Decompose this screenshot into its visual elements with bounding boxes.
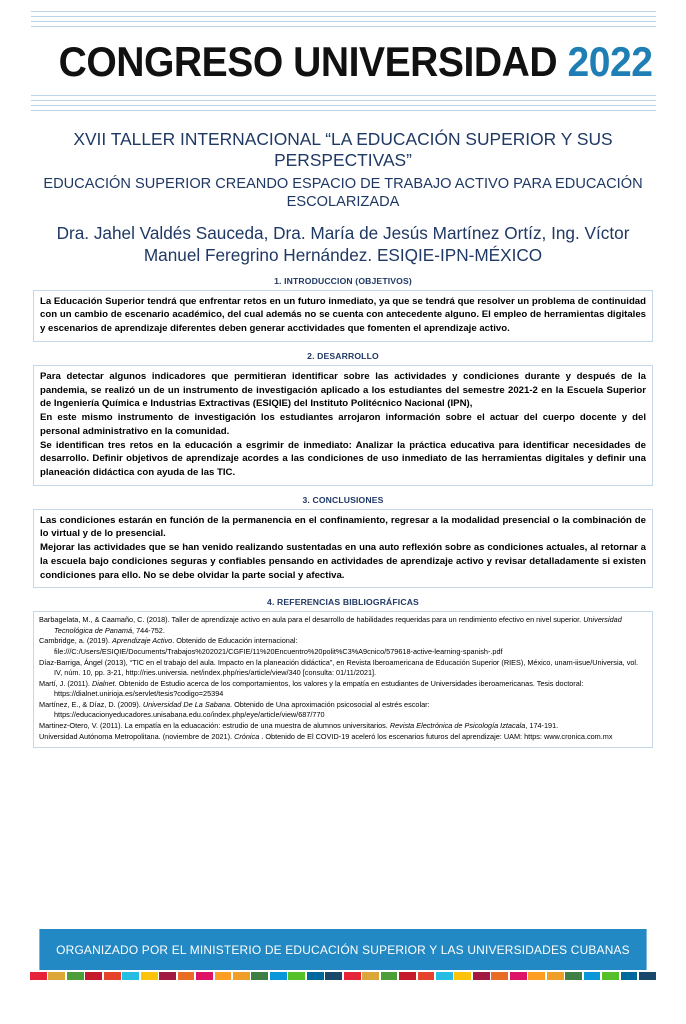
sdg-color-swatch	[344, 972, 361, 980]
header-bottom-rules	[31, 95, 656, 111]
workshop-title: XVII TALLER INTERNACIONAL “LA EDUCACIÓN SUPERIOR Y SUS PERSPECTIVAS”	[73, 129, 613, 171]
section-body-introduccion	[33, 290, 653, 342]
sdg-color-swatch	[491, 972, 508, 980]
reference-item: Martínez, E., & Díaz, D. (2009). Universidad De La Sabana. Obtenido de Una aproximación psicosocial al estrés escolar: https://educacionyeducadores.unisabana.edu.co/index.php/eye/article/view/687/770	[39, 700, 430, 720]
reference-item: Martinez-Otero, V. (2011). La empatía en la eduacación: estrudio de una muestra de alumnos universitarios. Revista Electrónica de Psicología Iztacala, 174-191.	[39, 721, 559, 731]
sdg-color-swatch	[196, 972, 213, 980]
section-introduccion	[33, 276, 653, 342]
sdg-color-swatch	[621, 972, 638, 980]
sdg-color-swatch	[362, 972, 379, 980]
sdg-color-swatch	[639, 972, 656, 980]
sdg-color-swatch	[85, 972, 102, 980]
decorative-rule	[31, 26, 656, 27]
paragraph: Las condiciones estarán en función de la permanencia en el confinamiento, regresar a la modalidad presencial o la combinación de lo virtual y de lo presencial.	[40, 514, 646, 540]
section-heading-desarrollo: 2. DESARROLLO	[307, 350, 379, 361]
sdg-color-swatch	[381, 972, 398, 980]
paragraph: La Educación Superior tendrá que enfrentar retos en un futuro inmediato, ya que se tendrá que resolver un problema de continuidad con un cambio de escenario académico, del cual además no se cuenta con antecedente alguno. El empleo de herramientas digitales y escenarios de aprendizaje diferentes deben generar acctividades que fomenten el aprendizaje activo.	[40, 295, 646, 335]
sdg-color-swatch	[399, 972, 416, 980]
congress-brand-title	[0, 38, 653, 85]
paragraph: En este mismo instrumento de investigación los estudiantes arrojaron información sobre el actuar del cuerpo docente y del personal administrativo en la comunidad.	[40, 412, 646, 437]
sdg-color-swatch	[473, 972, 490, 980]
sdg-color-swatch	[528, 972, 545, 980]
sdg-color-swatch	[454, 972, 471, 980]
reference-item: Barbagelata, M., & Caamaño, C. (2018). Taller de aprendizaje activo en aula para el desarrollo de habilidades requeridas para un rendimiento efectivo en nivel superior. Universidad Tecnológica de Panamá, 744-752.	[39, 615, 622, 635]
reference-item: Díaz-Barriga, Ángel (2013), “TIC en el trabajo del aula. Impacto en la planeación didáctica”, en Revista Iberoamericana de Educación Superior (RIES), México, unam-iisue/Universia, vol. IV, núm. 10, pp. 3-21, http://ries.universia. net/index.php/ries/article/view/340 [consulta: 01/11/2021].	[39, 657, 639, 678]
sdg-color-swatch	[215, 972, 232, 980]
sdg-color-swatch	[141, 972, 158, 980]
sdg-color-swatch	[436, 972, 453, 980]
sdg-color-swatch	[547, 972, 564, 980]
reference-item: Martí, J. (2011). Dialnet. Obtenido de Estudio acerca de los comportamientos, los valores y la empatía en estudiantes de Universidades iberoamericanas. Tesis doctoral: https://dialnet.unirioja.es/servlet/tesis?codigo=25394	[39, 678, 584, 699]
sdg-color-swatch	[251, 972, 268, 980]
sdg-color-swatch	[67, 972, 84, 980]
section-heading-referencias: 4. REFERENCIAS BIBLIOGRÁFICAS	[267, 597, 419, 608]
paragraph: Para detectar algunos indicadores que permitieran identificar sobre las actividades y condiciones durante y después de la pandemia, se realizó un de un instrumento de investigación aplicado a los estudiantes del semestre 2021-2 en la Escuela Superior de Ingeniería Química e Industrias Extractivas (ESIQIE) del Instituto Politécnico Nacional (IPN),	[40, 370, 646, 410]
poster-subtitle: EDUCACIÓN SUPERIOR CREANDO ESPACIO DE TRABAJO ACTIVO PARA EDUCACIÓN ESCOLARIZADA	[43, 175, 643, 210]
section-desarrollo	[33, 351, 653, 486]
reference-item: Universidad Autónoma Metropolitana. (noviembre de 2021). Crónica . Obtenido de El COVID-19 aceleró los escenarios futuros del aprendizaje: UAM: https: www.cronica.com.mx	[39, 732, 613, 742]
sdg-color-swatch	[510, 972, 527, 980]
sdg-color-swatch	[48, 972, 65, 980]
section-heading-introduccion: 1. INTRODUCCION (OBJETIVOS)	[274, 275, 412, 286]
sdg-color-swatch	[104, 972, 121, 980]
section-heading-conclusiones: 3. CONCLUSIONES	[302, 494, 384, 505]
sdg-color-swatch	[122, 972, 139, 980]
decorative-rule	[31, 11, 656, 12]
sdg-color-swatch	[584, 972, 601, 980]
section-body-conclusiones	[33, 509, 653, 589]
congress-brand-name: CONGRESO UNIVERSIDAD	[58, 38, 558, 85]
section-conclusiones	[33, 495, 653, 589]
poster-footer	[0, 929, 686, 980]
sdg-color-swatch	[565, 972, 582, 980]
authors-line: Dra. Jahel Valdés Sauceda, Dra. María de Jesús Martínez Ortíz, Ing. Víctor Manuel Feregrino Hernández. ESIQIE-IPN-MÉXICO	[56, 223, 630, 266]
poster-header	[0, 0, 686, 111]
decorative-rule	[31, 100, 656, 101]
sdg-color-swatch	[288, 972, 305, 980]
sdg-color-swatch	[602, 972, 619, 980]
decorative-rule	[31, 95, 656, 96]
section-body-desarrollo	[33, 365, 653, 486]
paragraph: Se identifican tres retos en la educación a esgrimir de inmediato: Analizar la práctica educativa para identificar necesidades de desarrollo. Definir objetivos de aprendizaje acordes a las condiciones de uso inmediato de las herramientas digitales y definir una planeación didáctica con ayuda de las TIC.	[40, 439, 646, 478]
section-referencias	[33, 597, 653, 748]
references-list	[33, 611, 653, 748]
header-top-rules	[31, 11, 656, 27]
sdg-color-swatch	[418, 972, 435, 980]
sdg-color-swatch	[325, 972, 342, 980]
decorative-rule	[31, 16, 656, 17]
decorative-rule	[31, 21, 656, 22]
organizer-banner: ORGANIZADO POR EL MINISTERIO DE EDUCACIÓN SUPERIOR Y LAS UNIVERSIDADES CUBANAS	[39, 929, 646, 970]
reference-item: Cambridge, a. (2019). Aprendizaje Activo. Obtenido de Educación internacional: file:///C:/Users/ESIQIE/Documents/Trabajos%202021/CGFIE/11%20Encuentro%20polit%C3%A9cnico/579618-active-learning-spanish-.pdf	[39, 636, 503, 656]
sdg-color-swatch	[307, 972, 324, 980]
congress-brand-year: 2022	[567, 38, 653, 85]
decorative-rule	[31, 105, 656, 106]
title-block	[0, 111, 686, 267]
sdg-color-swatch	[159, 972, 176, 980]
sdg-color-swatch	[270, 972, 287, 980]
sdg-color-bar	[30, 972, 656, 980]
paragraph: Mejorar las actividades que se han venido realizando sustentadas en una auto reflexión sobre as condiciones actuales, al retornar a la escuela bajo condiciones seguras y confiables pensando en actividades de aprendizaje activo y revisar detalladamente si existen condiciones para ello. No se debe olvidar la parte social y afectiva.	[40, 542, 646, 581]
sdg-color-swatch	[178, 972, 195, 980]
sdg-color-swatch	[30, 972, 47, 980]
sdg-color-swatch	[233, 972, 250, 980]
